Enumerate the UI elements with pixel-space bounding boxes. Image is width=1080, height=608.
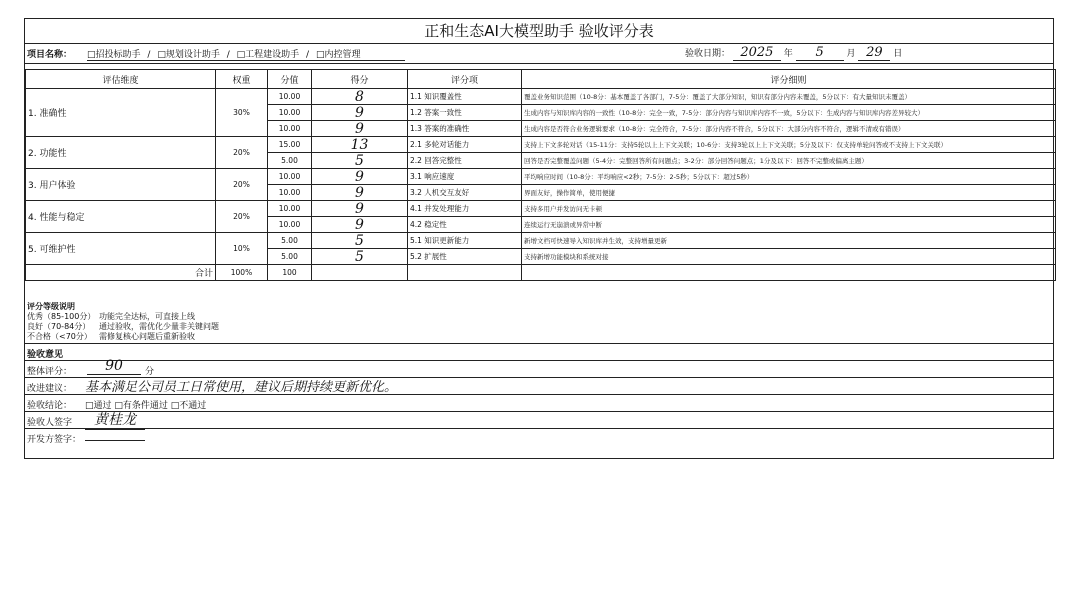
header-full: 分值 [268, 70, 312, 89]
score-item: 1.2 答案一致性 [408, 105, 522, 121]
score-value: 9 [312, 217, 408, 233]
score-detail: 生成内容是否符合业务逻辑要求（10-8分：完全符合，7-5分：部分内容不符合，5分以下：大部分内容不符合，逻辑不清或有错误） [522, 121, 1056, 137]
score-table [25, 69, 1056, 281]
score-detail: 生成内容与知识库内容的一致性（10-8分：完全一致，7-5分：部分内容与知识库内容不一致，5分以下：生成内容与知识库内容差异较大） [522, 105, 1056, 121]
grade-desc: 功能完全达标，可直接上线 [99, 312, 195, 321]
full-score: 10.00 [268, 105, 312, 121]
date-year: 2025 [733, 45, 781, 61]
full-score: 10.00 [268, 169, 312, 185]
score-item: 3.2 人机交互友好 [408, 185, 522, 201]
grade-name: 优秀（85-100分） [27, 312, 96, 321]
table-row [26, 89, 1056, 105]
project-items [87, 47, 405, 61]
score-value: 8 [312, 89, 408, 105]
table-row [26, 169, 1056, 185]
score-detail: 覆盖业务知识范围（10-8分：基本覆盖了各部门，7-5分：覆盖了大部分知识，知识有部分内容未覆盖，5分以下：有大量知识未覆盖） [522, 89, 1056, 105]
conclusion-label: 验收结论： [27, 401, 73, 411]
grade-level [27, 322, 1051, 332]
score-value: 5 [312, 249, 408, 265]
total-detail-empty [522, 265, 1056, 281]
dimension-label: 3. 用户体验 [26, 169, 216, 201]
suggestion-label: 改进建议： [27, 384, 73, 394]
option-conditional[interactable]: □有条件通过 [114, 401, 168, 411]
option-pass[interactable]: □通过 [85, 401, 112, 411]
score-value: 13 [312, 137, 408, 153]
score-detail: 平均响应时间（10-8分：平均响应<2秒；7-5分：2-5秒；5分以下：超过5秒） [522, 169, 1056, 185]
project-item: / [226, 50, 230, 60]
grade-name: 不合格（<70分） [27, 332, 92, 341]
table-header-row [26, 70, 1056, 89]
full-score: 5.00 [268, 153, 312, 169]
score-value: 9 [312, 121, 408, 137]
suggestion-value: 基本满足公司员工日常使用，建议后期持续更新优化。 [85, 380, 398, 395]
grade-level [27, 312, 1051, 322]
acceptance-score-sheet [24, 18, 1054, 459]
header-dimension: 评估维度 [26, 70, 216, 89]
score-item: 5.2 扩展性 [408, 249, 522, 265]
score-item: 3.1 响应速度 [408, 169, 522, 185]
score-value: 9 [312, 185, 408, 201]
total-full: 100 [268, 265, 312, 281]
developer-sign-row [25, 428, 1053, 445]
full-score: 10.00 [268, 89, 312, 105]
signer-label: 验收人签字 [27, 418, 73, 428]
overall-score-row [25, 360, 1053, 377]
developer-sign-line [85, 440, 145, 441]
grade-legend [25, 301, 1053, 343]
score-item: 5.1 知识更新能力 [408, 233, 522, 249]
project-label: 项目名称： [27, 50, 73, 60]
date-day: 29 [858, 45, 890, 61]
full-score: 5.00 [268, 233, 312, 249]
total-score-empty [312, 265, 408, 281]
option-fail[interactable]: □不通过 [170, 401, 207, 411]
signer-row [25, 411, 1053, 428]
dimension-label: 5. 可维护性 [26, 233, 216, 265]
dimension-weight: 30% [216, 89, 268, 137]
header-score: 得分 [312, 70, 408, 89]
grade-heading: 评分等级说明 [27, 302, 75, 311]
acceptance-date [685, 45, 902, 61]
dimension-label: 1. 准确性 [26, 89, 216, 137]
project-item: □招投标助手 [87, 50, 141, 60]
dimension-weight: 20% [216, 137, 268, 169]
dimension-label: 4. 性能与稳定 [26, 201, 216, 233]
table-row [26, 137, 1056, 153]
score-value: 9 [312, 169, 408, 185]
grade-name: 良好（70-84分） [27, 322, 91, 331]
full-score: 10.00 [268, 201, 312, 217]
dimension-weight: 20% [216, 169, 268, 201]
overall-score-value: 90 [87, 358, 141, 375]
full-score: 10.00 [268, 185, 312, 201]
table-row [26, 233, 1056, 249]
header-weight: 权重 [216, 70, 268, 89]
sheet-title: 正和生态AI大模型助手 验收评分表 [25, 19, 1053, 44]
score-detail: 新增文档可快速导入知识库并生效，支持增量更新 [522, 233, 1056, 249]
score-value: 5 [312, 153, 408, 169]
score-item: 4.2 稳定性 [408, 217, 522, 233]
developer-sign-label: 开发方签字： [27, 435, 82, 445]
dimension-weight: 10% [216, 233, 268, 265]
table-row [26, 201, 1056, 217]
grade-desc: 需修复核心问题后重新验收 [99, 332, 195, 341]
score-value: 5 [312, 233, 408, 249]
score-item: 2.2 回答完整性 [408, 153, 522, 169]
project-row [25, 43, 1053, 64]
opinion-heading-row [25, 343, 1053, 360]
full-score: 5.00 [268, 249, 312, 265]
score-item: 2.1 多轮对话能力 [408, 137, 522, 153]
grade-level [27, 332, 1051, 342]
overall-label: 整体评分： [27, 367, 73, 377]
date-year-unit: 年 [783, 49, 793, 59]
score-detail: 支持多用户并发访问无卡顿 [522, 201, 1056, 217]
date-label: 验收日期： [685, 49, 731, 59]
header-item: 评分项 [408, 70, 522, 89]
score-item: 1.3 答案的准确性 [408, 121, 522, 137]
project-item: □规划设计助手 [157, 50, 220, 60]
lower-section [25, 301, 1053, 445]
opinion-heading: 验收意见 [27, 350, 64, 360]
total-weight: 100% [216, 265, 268, 281]
date-day-unit: 日 [893, 49, 903, 59]
full-score: 10.00 [268, 121, 312, 137]
score-detail: 连续运行无崩溃或异常中断 [522, 217, 1056, 233]
project-item: / [147, 50, 151, 60]
project-item: / [306, 50, 310, 60]
total-row [26, 265, 1056, 281]
project-item: □工程建设助手 [236, 50, 300, 60]
dimension-label: 2. 功能性 [26, 137, 216, 169]
total-label: 合计 [26, 265, 216, 281]
score-value: 9 [312, 201, 408, 217]
total-item-empty [408, 265, 522, 281]
signer-signature: 黄桂龙 [85, 409, 145, 430]
project-item: □内控管理 [315, 50, 361, 60]
grade-desc: 通过验收，需优化少量非关键问题 [99, 322, 219, 331]
full-score: 10.00 [268, 217, 312, 233]
score-detail: 支持新增功能模块和系统对接 [522, 249, 1056, 265]
date-month-unit: 月 [846, 49, 856, 59]
score-value: 9 [312, 105, 408, 121]
header-detail: 评分细则 [522, 70, 1056, 89]
full-score: 15.00 [268, 137, 312, 153]
score-detail: 界面友好，操作简单，使用便捷 [522, 185, 1056, 201]
score-detail: 回答是否完整覆盖问题（5-4分：完整回答所有问题点；3-2分：部分回答问题点；1分及以下：回答不完整或偏离主题） [522, 153, 1056, 169]
conclusion-row [25, 394, 1053, 411]
date-month: 5 [796, 45, 844, 61]
suggestion-row [25, 377, 1053, 394]
score-detail: 支持上下文多轮对话（15-11分：支持5轮以上上下文关联；10-6分：支持3轮以上上下文关联；5分及以下：仅支持单轮问答或不支持上下文关联） [522, 137, 1056, 153]
overall-unit: 分 [145, 367, 155, 377]
score-item: 1.1 知识覆盖性 [408, 89, 522, 105]
score-item: 4.1 并发处理能力 [408, 201, 522, 217]
dimension-weight: 20% [216, 201, 268, 233]
